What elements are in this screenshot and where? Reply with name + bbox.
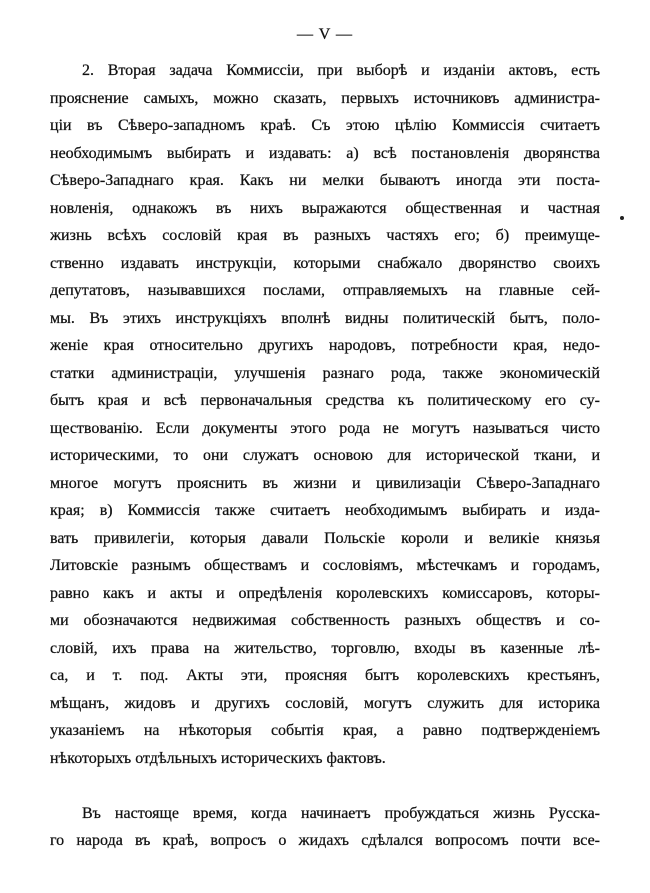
paragraph-gap — [50, 772, 600, 800]
text-line: мѣщанъ, жидовъ и другихъ сословій, могутъ служить для историка — [50, 694, 600, 712]
text-line: бытъ края и всѣ первоначальныя средства къ политическому его су- — [50, 392, 600, 409]
paragraph — [50, 57, 600, 772]
text-line: ми обозначаются недвижимая собственность разныхъ обществъ и со- — [50, 612, 600, 629]
text-line: равно какъ и акты и опредѣленія королевскихъ комиссаровъ, которы- — [50, 584, 600, 602]
text-line: са, и т. под. Акты эти, проясняя бытъ королевскихъ крестьянъ, — [50, 667, 600, 684]
text-line: женіе края относительно другихъ народовъ, потребности края, недо- — [50, 337, 600, 354]
text-line: словій, ихъ права на жительство, торговлю, входы въ казенные лѣ- — [50, 639, 600, 657]
text-line: новленія, однакожъ въ нихъ выражаются общественная и частная — [50, 199, 600, 217]
text-line: края; в) Коммиссія также считаетъ необходимымъ выбирать и изда- — [50, 502, 600, 519]
paragraph — [50, 800, 600, 855]
text-line: многое могутъ прояснить въ жизни и цивилизаціи Сѣверо-Западнаго — [50, 474, 600, 492]
text-line: жизнь всѣхъ сословій края въ разныхъ частяхъ его; б) преимуще- — [50, 227, 600, 244]
text-line: ществованію. Если документы этого рода не могутъ называться чисто — [50, 419, 600, 437]
text-line: Въ настояще время, когда начинаетъ пробуждаться жизнь Русска- — [82, 804, 600, 822]
page-number-header: — V — — [297, 26, 353, 43]
text-line: ственно издавать инструкціи, которыми снабжало дворянство своихъ — [50, 254, 600, 272]
text-line: необходимымъ выбирать и издавать: а) всѣ постановленія дворянства — [50, 144, 600, 162]
text-line: нѣкоторыхъ отдѣльныхъ историческихъ фактовъ. — [50, 749, 386, 767]
scan-speck — [620, 216, 624, 220]
text-line: ціи въ Сѣверо-западномъ краѣ. Съ этою цѣлію Коммиссія считаетъ — [50, 117, 600, 134]
text-line: вать привилегіи, которыя давали Польскіе короли и великіе князья — [50, 529, 600, 547]
text-line: указаніемъ на нѣкоторыя событія края, а равно подтвержденіемъ — [50, 722, 600, 739]
text-line: прояснение самыхъ, можно сказать, первыхъ источниковъ администра- — [50, 89, 600, 107]
text-line: историческими, то они служатъ основою для исторической ткани, и — [50, 447, 600, 464]
text-line: Сѣверо-Западнаго края. Какъ ни мелки бываютъ иногда эти поста- — [50, 172, 600, 189]
text-line: го народа въ краѣ, вопросъ о жидахъ сдѣлался вопросомъ почти все- — [50, 832, 600, 849]
text-line: статки администраціи, улучшенія разнаго рода, также экономическій — [50, 364, 600, 382]
text-line: 2. Вторая задача Коммиссіи, при выборѣ и изданіи актовъ, есть — [82, 62, 600, 79]
text-line: мы. Въ этихъ инструкціяхъ вполнѣ видны политическій бытъ, поло- — [50, 309, 600, 327]
body-text — [50, 57, 600, 855]
text-line: Литовскіе разнымъ обществамъ и сословіямъ, мѣстечкамъ и городамъ, — [50, 557, 600, 574]
text-line: депутатовъ, называвшихся послами, отправляемыхъ на главные сей- — [50, 282, 600, 299]
